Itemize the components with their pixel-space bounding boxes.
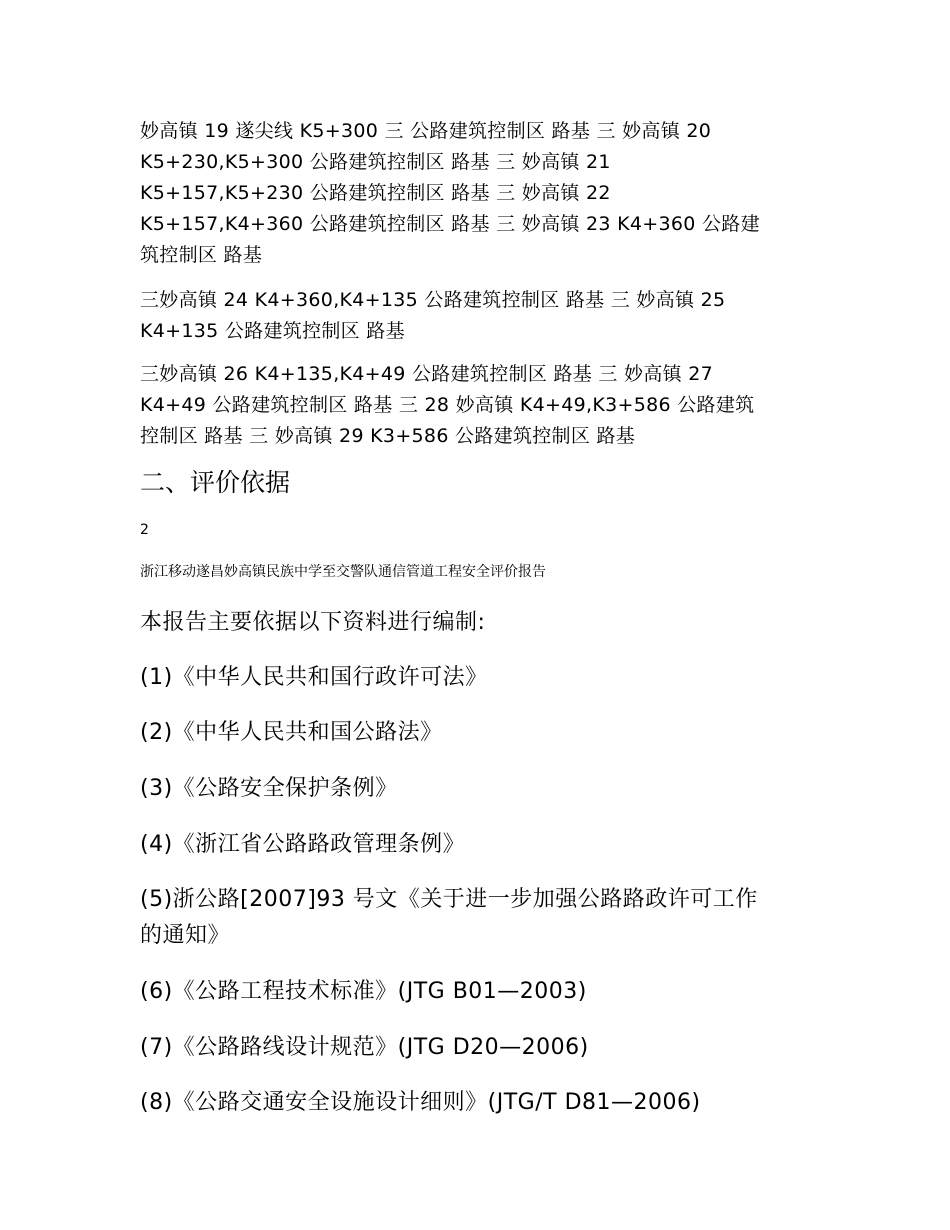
running-header: 浙江移动遂昌妙高镇民族中学至交警队通信管道工程安全评价报告: [140, 564, 546, 580]
text-line: 控制区 路基 三 妙高镇 29 K3+586 公路建筑控制区 路基: [140, 425, 636, 447]
intro-paragraph-3: [140, 359, 820, 452]
text-line: K5+230,K5+300 公路建筑控制区 路基 三 妙高镇 21: [140, 151, 611, 173]
text-line: 三妙高镇 26 K4+135,K4+49 公路建筑控制区 路基 三 妙高镇 27: [140, 363, 714, 385]
section-heading: 二、评价依据: [140, 468, 291, 497]
text-line: (1)《中华人民共和国行政许可法》: [140, 665, 488, 690]
text-line: 的通知》: [140, 923, 231, 948]
text-line: K4+135 公路建筑控制区 路基: [140, 320, 405, 342]
intro-paragraph-1: [140, 116, 820, 271]
text-line: K5+157,K4+360 公路建筑控制区 路基 三 妙高镇 23 K4+360 公路建: [140, 213, 760, 235]
basis-item-3: [140, 771, 820, 807]
text-line: (8)《公路交通安全设施设计细则》(JTG/T D81—2006): [140, 1090, 701, 1115]
text-line: (4)《浙江省公路路政管理条例》: [140, 832, 466, 857]
intro-paragraph-2: [140, 285, 820, 347]
basis-item-4: [140, 827, 820, 863]
basis-item-1: [140, 660, 820, 696]
text-line: (3)《公路安全保护条例》: [140, 776, 398, 801]
text-line: (5)浙公路[2007]93 号文《关于进一步加强公路路政许可工作: [140, 887, 758, 912]
text-line: (6)《公路工程技术标准》(JTG B01—2003): [140, 979, 587, 1004]
basis-item-8: [140, 1085, 820, 1121]
text-line: (2)《中华人民共和国公路法》: [140, 720, 443, 745]
text-line: 三妙高镇 24 K4+360,K4+135 公路建筑控制区 路基 三 妙高镇 25: [140, 289, 726, 311]
text-line: (7)《公路路线设计规范》(JTG D20—2006): [140, 1035, 589, 1060]
text-line: K4+49 公路建筑控制区 路基 三 28 妙高镇 K4+49,K3+586 公路建筑: [140, 394, 755, 416]
page-number: 2: [140, 522, 149, 538]
basis-intro: 本报告主要依据以下资料进行编制:: [140, 610, 486, 635]
text-line: 妙高镇 19 遂尖线 K5+300 三 公路建筑控制区 路基 三 妙高镇 20: [140, 120, 712, 142]
basis-item-6: [140, 974, 820, 1010]
text-line: 筑控制区 路基: [140, 244, 263, 266]
basis-item-5: [140, 882, 820, 954]
text-line: K5+157,K5+230 公路建筑控制区 路基 三 妙高镇 22: [140, 182, 611, 204]
basis-item-7: [140, 1030, 820, 1066]
basis-item-2: [140, 715, 820, 751]
